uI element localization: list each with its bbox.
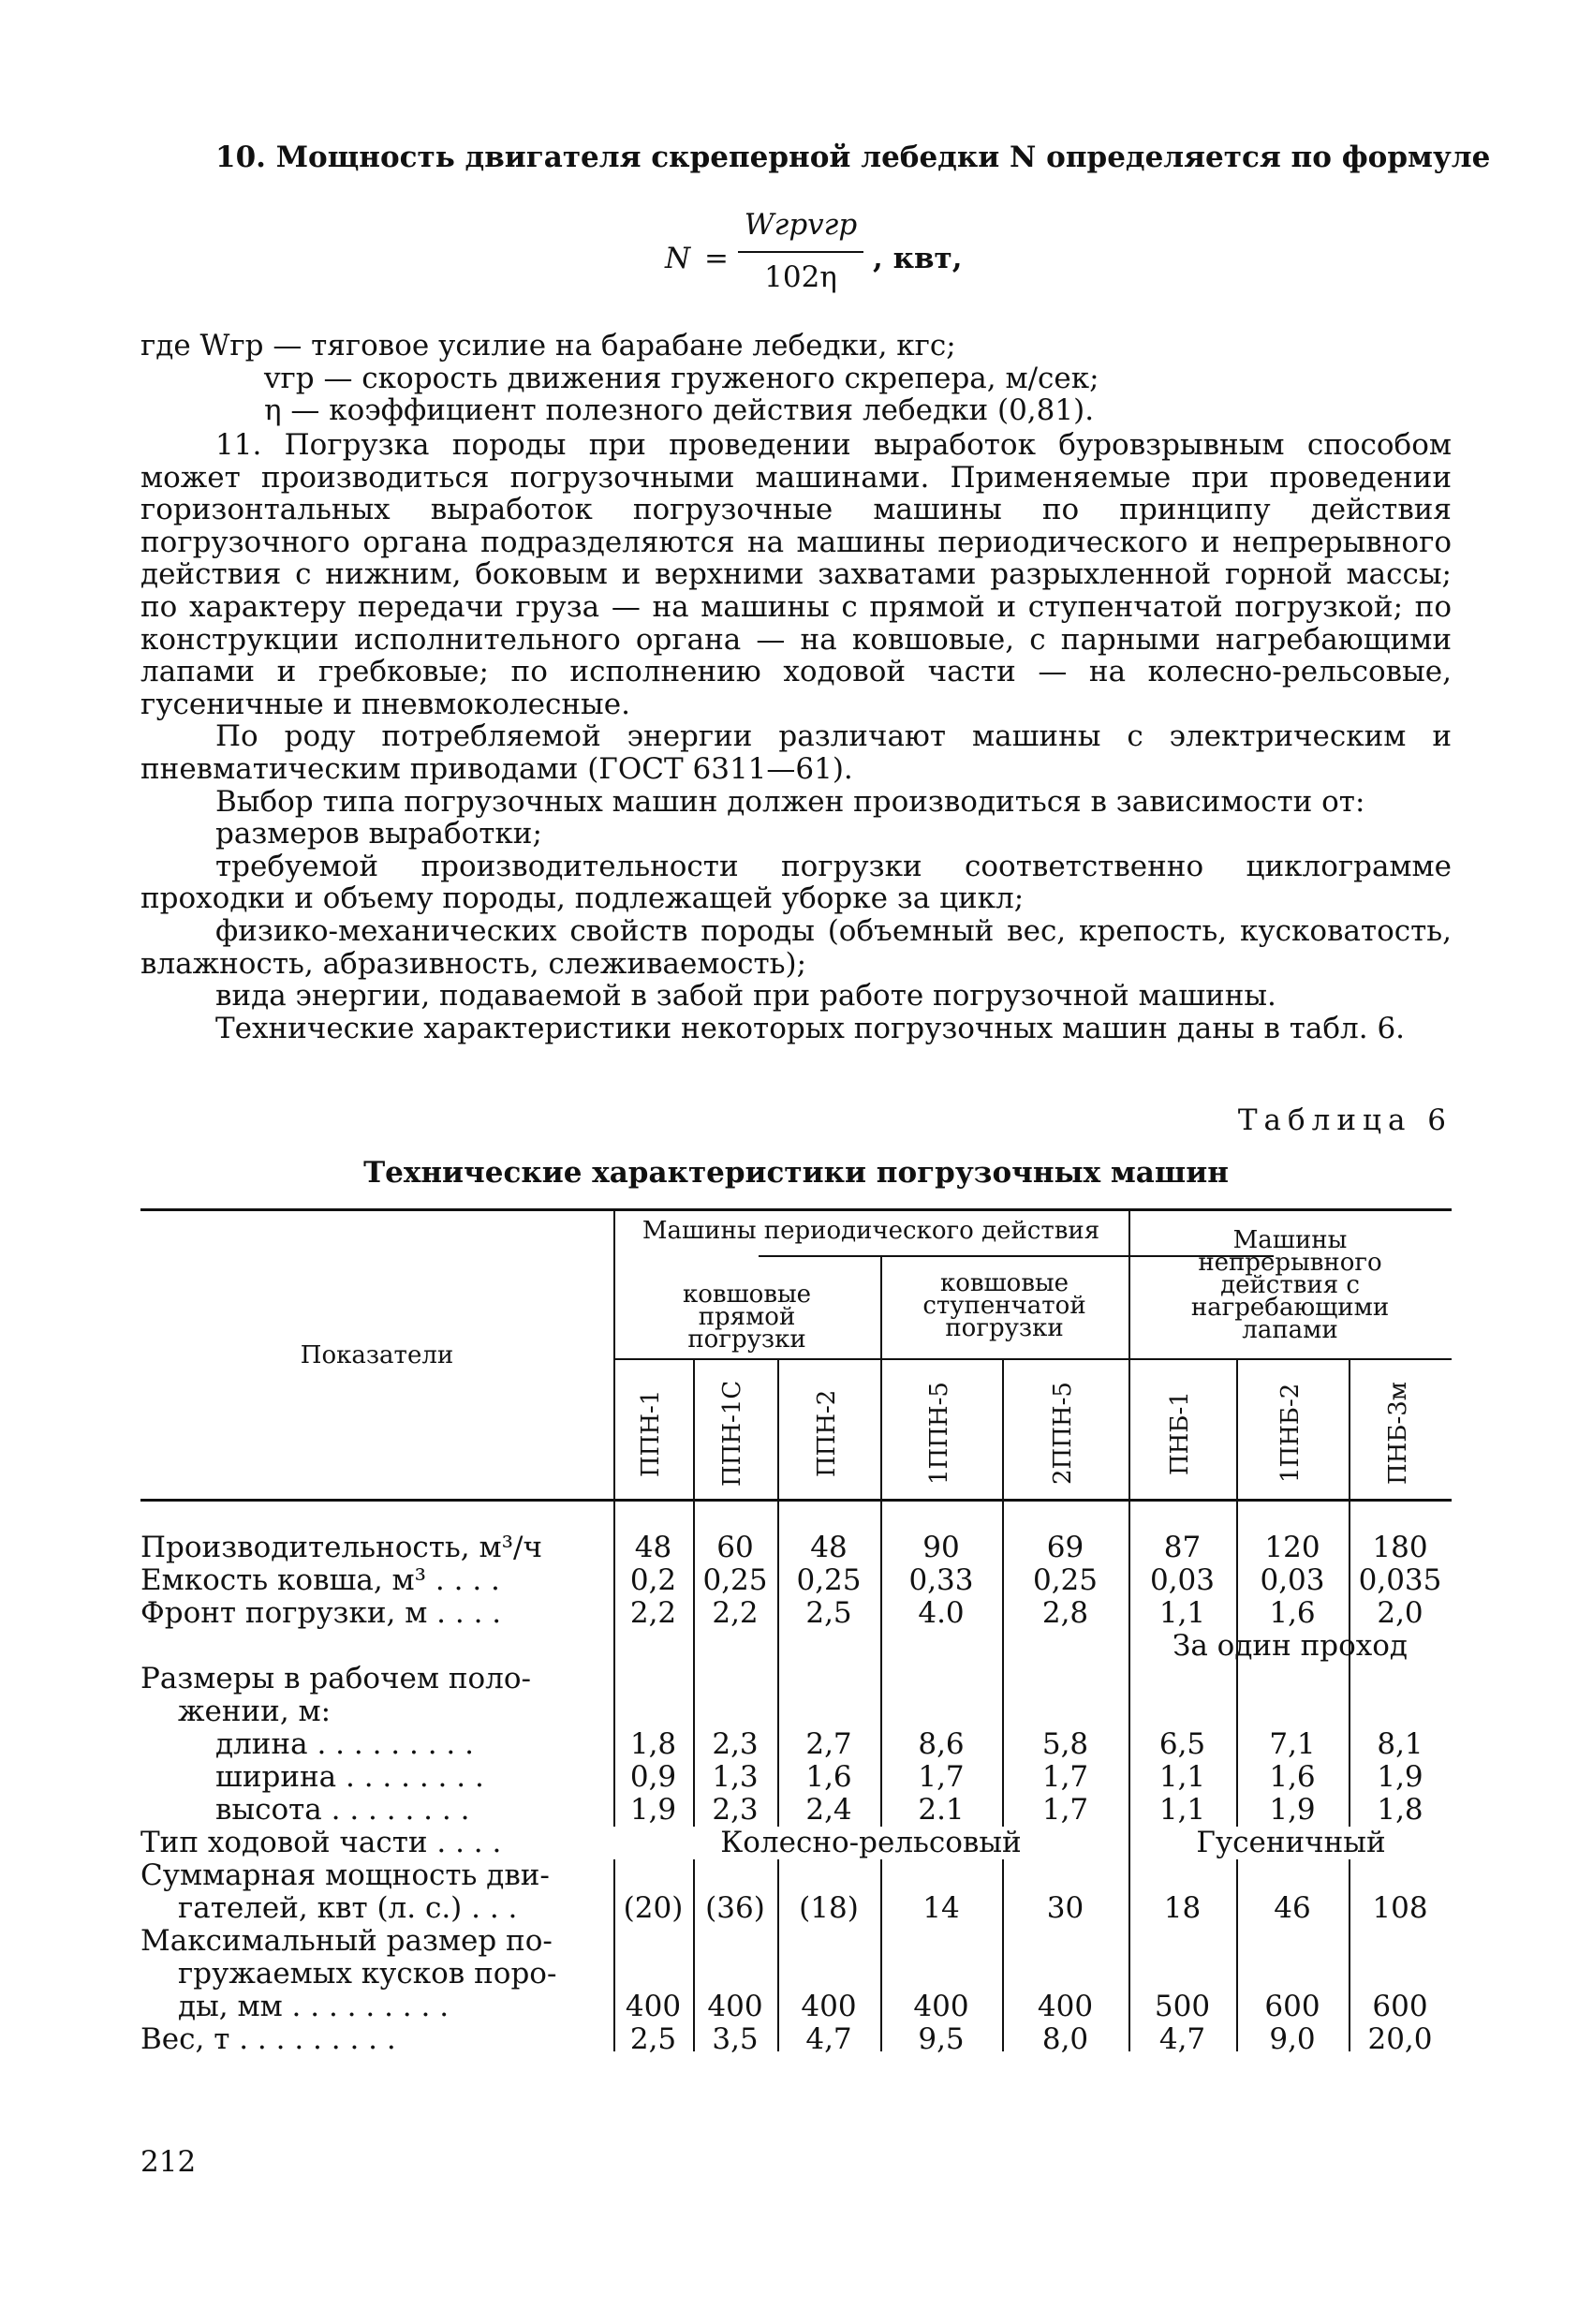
table-cell-length: 8,1: [1377, 1727, 1423, 1761]
row-label-dims: жении, м:: [178, 1695, 332, 1728]
table-cell-maxsize: 400: [1037, 1990, 1094, 2023]
chassis-rail: Колесно-рельсовый: [613, 1827, 1128, 1859]
header-rule: [613, 1358, 1452, 1360]
machines-table: [140, 1208, 1452, 2056]
table-cell-productivity: 120: [1264, 1531, 1320, 1564]
table-cell-height: 1,9: [1269, 1793, 1316, 1827]
table-cell-power: (20): [623, 1891, 684, 1925]
table-cell-power: 46: [1274, 1891, 1311, 1925]
table-cell-power: (36): [705, 1891, 765, 1925]
list-item: размеров выработки;: [215, 817, 542, 851]
table-cell-height: 2,3: [712, 1793, 759, 1827]
table-cell-width: 1,7: [1041, 1760, 1089, 1794]
per-pass-note: За один проход: [1173, 1629, 1408, 1663]
variable-definitions: [140, 330, 1452, 427]
paragraph-selection: Выбор типа погрузочных машин должен производиться в зависимости от:: [215, 784, 1365, 819]
row-label-chassis: Тип ходовой части . . . .: [140, 1826, 502, 1859]
table-cell-width: 0,9: [629, 1760, 677, 1794]
table-cell-bucket: 0,25: [796, 1563, 862, 1597]
table-cell-width: 1,7: [918, 1760, 965, 1794]
formula-lhs: N: [665, 242, 691, 275]
column-divider: [1002, 1358, 1004, 2051]
table-cell-power: 108: [1372, 1891, 1428, 1925]
table-cell-front: 1,1: [1158, 1596, 1206, 1630]
table-cell-front: 2,2: [629, 1596, 677, 1630]
table-cell-productivity: 69: [1046, 1531, 1084, 1564]
row-label-maxsize: Максимальный размер по-: [140, 1924, 553, 1958]
power-formula: [665, 199, 1021, 302]
row-label-productivity: Производительность, м³/ч: [140, 1531, 542, 1564]
table-cell-length: 6,5: [1158, 1727, 1206, 1761]
column-divider: [1349, 1358, 1350, 2051]
table-cell-front: 2,5: [805, 1596, 852, 1630]
chassis-track: Гусеничный: [1130, 1827, 1452, 1859]
group-continuous: Машины непрерывного действия с нагребающими лапами: [1190, 1226, 1390, 1344]
definition-w: где Wгр — тяговое усилие на барабане лебедки, кгс;: [140, 329, 956, 363]
model-1ppn-5: 1ППН-5: [925, 1382, 953, 1485]
table-cell-height: 1,7: [1041, 1793, 1089, 1827]
table-cell-maxsize: 400: [625, 1990, 682, 2023]
table-cell-power: 30: [1046, 1891, 1084, 1925]
table-cell-width: 1,3: [712, 1760, 759, 1794]
table-cell-height: 1,9: [629, 1793, 677, 1827]
header-bottom-rule: [140, 1499, 1452, 1502]
row-label-maxsize: ды, мм . . . . . . . . .: [178, 1990, 450, 2023]
table-cell-bucket: 0,035: [1358, 1563, 1442, 1597]
table-cell-power: 14: [922, 1891, 960, 1925]
table-cell-height: 1,8: [1377, 1793, 1423, 1827]
table-cell-width: 1,9: [1377, 1760, 1423, 1794]
table-cell-maxsize: 400: [913, 1990, 969, 2023]
formula-equals: =: [704, 242, 729, 275]
table-cell-weight: 2,5: [629, 2022, 677, 2056]
column-divider: [880, 1255, 882, 2051]
row-label-maxsize: гружаемых кусков поро-: [178, 1957, 557, 1991]
definition-v: vгр — скорость движения груженого скрепера, м/сек;: [264, 361, 1099, 395]
group-periodic: Машины периодического действия: [642, 1217, 1100, 1245]
table-cell-length: 8,6: [918, 1727, 965, 1761]
table-cell-productivity: 48: [634, 1531, 672, 1564]
column-divider: [1236, 1358, 1238, 2051]
body-text: [140, 429, 1452, 1044]
list-item: физико-механических свойств породы (объемный вес, крепость, кусковатость, влажность, абразивность, слеживаемость);: [140, 913, 1452, 981]
table-cell-front: 2,2: [712, 1596, 759, 1630]
paragraph-table-ref: Технические характеристики некоторых погрузочных машин даны в табл. 6.: [215, 1011, 1406, 1045]
table-cell-front: 2,8: [1041, 1596, 1089, 1630]
table-cell-weight: 4,7: [805, 2022, 852, 2056]
formula-numerator: Wгрvгр: [744, 208, 858, 242]
table-number: Таблица 6: [1237, 1103, 1453, 1137]
table-cell-weight: 9,5: [918, 2022, 965, 2056]
table-cell-productivity: 180: [1372, 1531, 1428, 1564]
table-top-rule: [140, 1208, 1452, 1211]
row-label-power: гателей, квт (л. с.) . . .: [178, 1891, 518, 1925]
model-pnb-1: ПНБ-1: [1166, 1391, 1194, 1475]
table-cell-weight: 8,0: [1041, 2022, 1089, 2056]
list-item: требуемой производительности погрузки соответственно циклограмме проходки и объему породы, подлежащей уборке за цикл;: [140, 849, 1452, 916]
table-cell-weight: 3,5: [712, 2022, 759, 2056]
row-label-bucket: Емкость ковша, м³ . . . .: [140, 1563, 500, 1597]
list-item: вида энергии, подаваемой в забой при работе погрузочной машины.: [215, 979, 1276, 1014]
sub-direct: ковшовые прямой погрузки: [682, 1280, 812, 1354]
model-ppn-1: ППН-1: [637, 1389, 665, 1477]
table-cell-front: 4.0: [918, 1596, 965, 1630]
table-cell-productivity: 48: [810, 1531, 848, 1564]
table-cell-bucket: 0,03: [1260, 1563, 1325, 1597]
table-cell-maxsize: 400: [801, 1990, 857, 2023]
column-divider: [777, 1358, 779, 2051]
paragraph-10: 10. Мощность двигателя скреперной лебедки N определяется по формуле: [215, 141, 1491, 174]
table-title: Технические характеристики погрузочных машин: [363, 1156, 1229, 1190]
model-ppn-1s: ППН-1С: [718, 1380, 746, 1487]
row-label-weight: Вес, т . . . . . . . . .: [140, 2022, 396, 2056]
table-cell-productivity: 87: [1163, 1531, 1202, 1564]
table-cell-power: 18: [1163, 1891, 1202, 1925]
table-cell-weight: 4,7: [1158, 2022, 1206, 2056]
table-cell-maxsize: 600: [1372, 1990, 1428, 2023]
table-cell-length: 2,7: [805, 1727, 852, 1761]
row-label-width: ширина . . . . . . . .: [215, 1760, 484, 1794]
paragraph-11: 11. Погрузка породы при проведении выработок буровзрывным способом может производиться погрузочными машинами. Применяемые при проведении горизонтальных выработок погрузочные машины по принципу действия погрузочного органа подразделяются на машины периодического и непрерывного действия с нижним, боковым и верхними захватами разрыхленной горной массы; по характеру передачи груза — на машины с прямой и ступенчатой погрузкой; по конструкции исполнительного органа — на ковшовые, с парными нагребающими лапами и гребковые; по исполнению ходовой части — на колесно-рельсовые, гусеничные и пневмоколесные.: [140, 428, 1452, 721]
paragraph-energy: По роду потребляемой энергии различают машины с электрическим и пневматическим приводами (ГОСТ 6311—61).: [140, 719, 1452, 786]
model-1pnb-2: 1ПНБ-2: [1276, 1383, 1305, 1484]
table-cell-productivity: 60: [716, 1531, 754, 1564]
formula-unit: , квт,: [873, 242, 963, 275]
col-header-indicators: Показатели: [300, 1341, 454, 1369]
table-cell-length: 7,1: [1269, 1727, 1316, 1761]
row-label-dims: Размеры в рабочем поло-: [140, 1662, 532, 1695]
column-divider: [693, 1358, 695, 2051]
page-number: 212: [140, 2145, 197, 2179]
table-cell-bucket: 0,33: [908, 1563, 974, 1597]
model-2ppn-5: 2ППН-5: [1049, 1382, 1077, 1485]
table-cell-maxsize: 600: [1264, 1990, 1320, 2023]
row-label-height: высота . . . . . . . .: [215, 1793, 470, 1827]
table-cell-bucket: 0,2: [629, 1563, 677, 1597]
table-cell-width: 1,6: [1269, 1760, 1316, 1794]
table-cell-front: 2,0: [1377, 1596, 1423, 1630]
table-cell-maxsize: 400: [707, 1990, 763, 2023]
table-cell-height: 2.1: [918, 1793, 965, 1827]
table-cell-height: 1,1: [1158, 1793, 1206, 1827]
definition-eta: η — коэффициент полезного действия лебедки (0,81).: [264, 393, 1095, 428]
model-pnb-3m: ПНБ-3м: [1384, 1382, 1412, 1486]
table-cell-front: 1,6: [1269, 1596, 1316, 1630]
table-cell-height: 2,4: [805, 1793, 852, 1827]
table-cell-width: 1,6: [805, 1760, 852, 1794]
table-cell-length: 1,8: [629, 1727, 677, 1761]
row-label-front: Фронт погрузки, м . . . .: [140, 1596, 502, 1630]
table-cell-bucket: 0,25: [702, 1563, 768, 1597]
row-label-length: длина . . . . . . . . .: [215, 1727, 474, 1761]
table-cell-weight: 9,0: [1269, 2022, 1316, 2056]
table-cell-productivity: 90: [922, 1531, 960, 1564]
model-ppn-2: ППН-2: [813, 1389, 841, 1477]
table-cell-weight: 20,0: [1367, 2022, 1433, 2056]
formula-denominator: 102η: [764, 260, 837, 294]
table-cell-power: (18): [799, 1891, 859, 1925]
table-cell-length: 2,3: [712, 1727, 759, 1761]
row-label-power: Суммарная мощность дви-: [140, 1858, 550, 1892]
table-cell-length: 5,8: [1041, 1727, 1089, 1761]
sub-step: ковшовые ступенчатой погрузки: [922, 1269, 1086, 1342]
fraction-bar: [738, 251, 863, 253]
table-cell-bucket: 0,03: [1149, 1563, 1216, 1597]
table-cell-bucket: 0,25: [1032, 1563, 1099, 1597]
table-cell-width: 1,1: [1158, 1760, 1206, 1794]
table-cell-maxsize: 500: [1154, 1990, 1211, 2023]
